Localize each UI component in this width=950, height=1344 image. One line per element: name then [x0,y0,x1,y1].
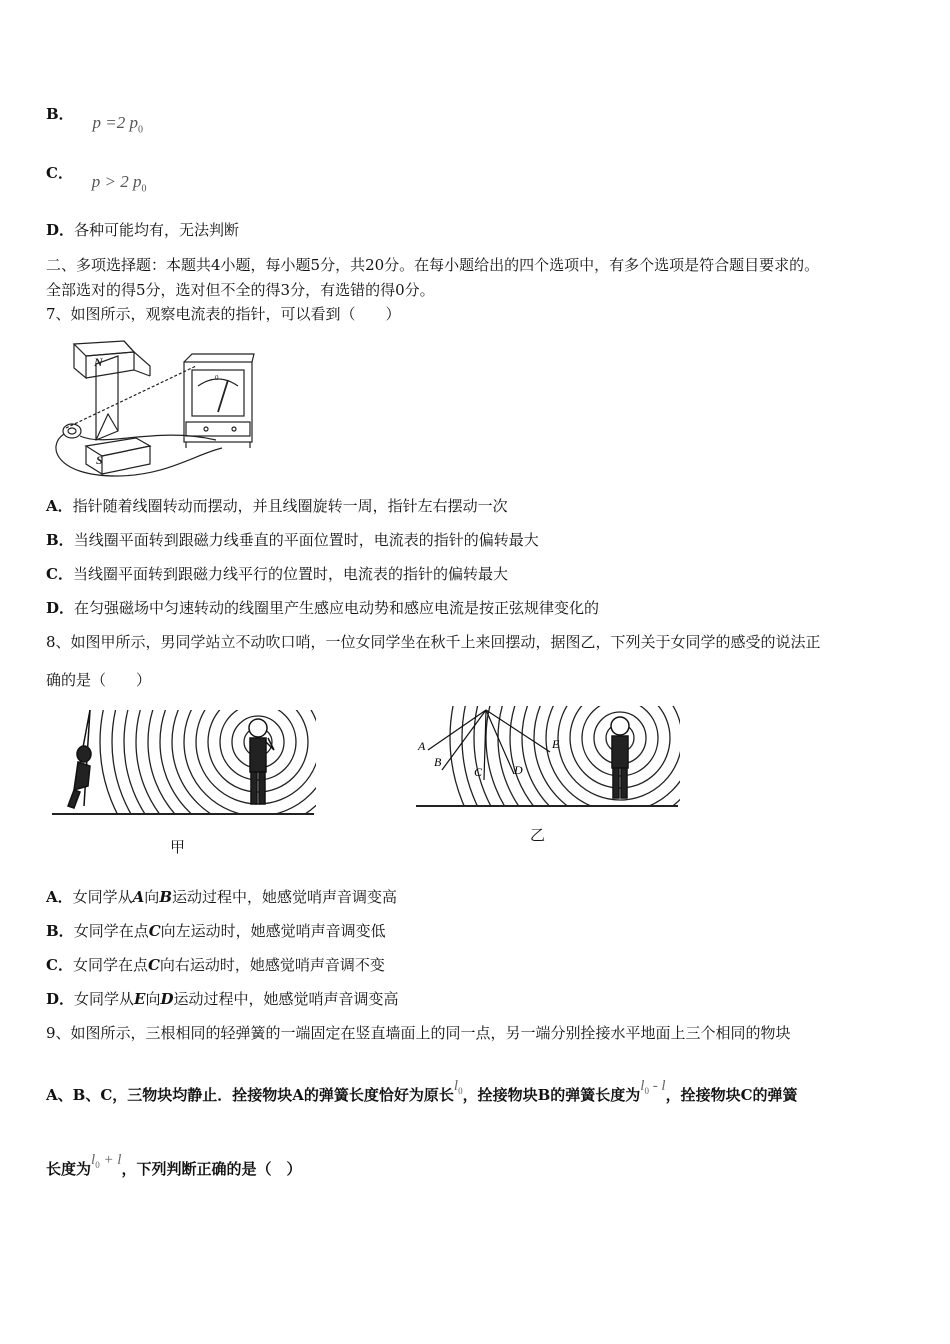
q7-option-d [46,597,599,619]
option-text-pre: 女同学从 [72,888,133,906]
option-text: 指针随着线圈转动而摆动，并且线圈旋转一周，指针左右摆动一次 [72,497,508,515]
formula-sub: 0 [137,124,143,136]
option-label: D． [46,221,75,239]
q8-figure-yi [414,706,680,846]
point-e-label: E [552,737,560,751]
section-header-line2: 全部选对的得5分，选对但不全的得3分，有选错的得0分。 [46,281,435,299]
option-label: A． [46,888,73,906]
option-label: B． [46,105,74,123]
formula-main: l [640,1078,645,1094]
option-label: C． [46,164,73,182]
q6-option-d [46,219,239,241]
q9-text-d: 长度为 [46,1160,92,1178]
q8-figure-jia [50,710,316,860]
option-text-pre: 女同学在点 [72,956,148,974]
point-ref: C [148,922,161,940]
q9-text-a: A、B、C，三物块均静止．拴接物块A的弹簧长度恰好为原长 [46,1086,454,1104]
figure-yi-caption: 乙 [530,828,546,844]
q7-stem: 7、如图所示，观察电流表的指针，可以看到（ ） [46,305,401,323]
option-label: C． [46,956,73,974]
point-b-label: B [434,755,442,769]
formula-main: p > 2 p [91,172,142,191]
point-c-label: C [474,765,483,779]
formula-sub: 0 [644,1086,649,1096]
option-label: D． [46,990,75,1008]
option-text-post: 向左运动时，她感觉哨声音调变低 [160,922,386,940]
formula-l0-minus-l [640,1078,665,1094]
option-label: C． [46,565,73,583]
slip-ring [63,424,81,438]
option-text-post: 向右运动时，她感觉哨声音调不变 [159,956,385,974]
south-label: S [96,453,103,467]
formula-main: l [453,1078,459,1094]
formula-sub: 0 [141,183,147,195]
q7-generator-figure [46,336,258,480]
q9-text-e: ，下列判断正确的是（ ） [121,1160,302,1178]
point-a-label: A [418,739,426,753]
formula-l0 [454,1078,463,1094]
q9-stem-line1: 9、如图所示，三根相同的轻弹簧的一端固定在竖直墙面上的同一点，另一端分别拴接水平地面上三个相同的物块 [46,1024,791,1042]
formula [91,172,147,195]
formula-sub: 0 [95,1160,100,1170]
option-label: A． [46,497,73,515]
q9-stem-line2 [46,1078,798,1112]
q8-stem-line1: 8、如图甲所示，男同学站立不动吹口哨，一位女同学坐在秋千上来回摆动，据图乙，下列关于女同学的感受的说法正 [46,633,821,651]
boy-figure [611,717,629,798]
point-ref: C [147,956,160,974]
section-header-line1: 二、多项选择题：本题共4小题，每小题5分，共20分。在每小题给出的四个选项中，有多个选项是符合题目要求的。 [46,256,820,274]
q9-text-c: ，拴接物块C的弹簧 [665,1086,798,1104]
option-text-mid: 向 [144,888,160,906]
formula-sub: 0 [458,1086,463,1096]
point-ref: D [160,990,174,1008]
ammeter-terminals [186,422,250,436]
boy-figure [249,719,274,804]
figure-jia-caption: 甲 [170,840,186,856]
point-ref: B [159,888,172,906]
formula-l0-plus-l [91,1152,121,1168]
swing-positions [428,710,550,780]
q7-option-a [46,495,508,517]
formula-main: l [91,1152,96,1168]
point-d-label: D [514,763,523,777]
q8-option-b [46,920,386,942]
option-label: D． [46,599,75,617]
option-text: 当线圈平面转到跟磁力线垂直的平面位置时，电流表的指针的偏转最大 [73,531,539,549]
q6-option-c [46,162,147,195]
q8-stem-line2: 确的是（ ） [46,671,152,689]
sound-waves [100,710,316,860]
q9-stem-line3 [46,1152,302,1186]
q7-option-c [46,563,508,585]
magnet-n-side [74,344,86,378]
q8-option-c [46,954,385,976]
q6-option-b [46,103,143,136]
option-label: B． [46,531,74,549]
formula [92,113,143,136]
girl-on-swing [68,710,91,808]
option-text: 在匀强磁场中匀速转动的线圈里产生感应电动势和感应电流是按正弦规律变化的 [74,599,600,617]
point-ref: A [132,888,145,906]
formula-tail: + l [99,1152,122,1168]
magnet-n-top [74,341,134,356]
dial-zero-label: 0 [215,374,219,382]
north-label: N [94,355,103,369]
option-text: 各种可能均有，无法判断 [74,221,240,239]
option-text-post: 运动过程中，她感觉哨声音调变高 [173,990,399,1008]
q7-option-b [46,529,539,551]
option-text-pre: 女同学从 [74,990,135,1008]
option-text: 当线圈平面转到跟磁力线平行的位置时，电流表的指针的偏转最大 [72,565,508,583]
ammeter-needle [218,380,228,412]
option-text-pre: 女同学在点 [73,922,149,940]
formula-main: p =2 p [92,113,138,132]
q8-option-a [46,886,397,908]
formula-tail: - l [648,1078,666,1094]
option-text-mid: 向 [145,990,161,1008]
point-ref: E [134,990,146,1008]
option-text-post: 运动过程中，她感觉哨声音调变高 [172,888,398,906]
option-label: B． [46,922,74,940]
q9-text-b: ，拴接物块B的弹簧长度为 [462,1086,641,1104]
q8-option-d [46,988,399,1010]
